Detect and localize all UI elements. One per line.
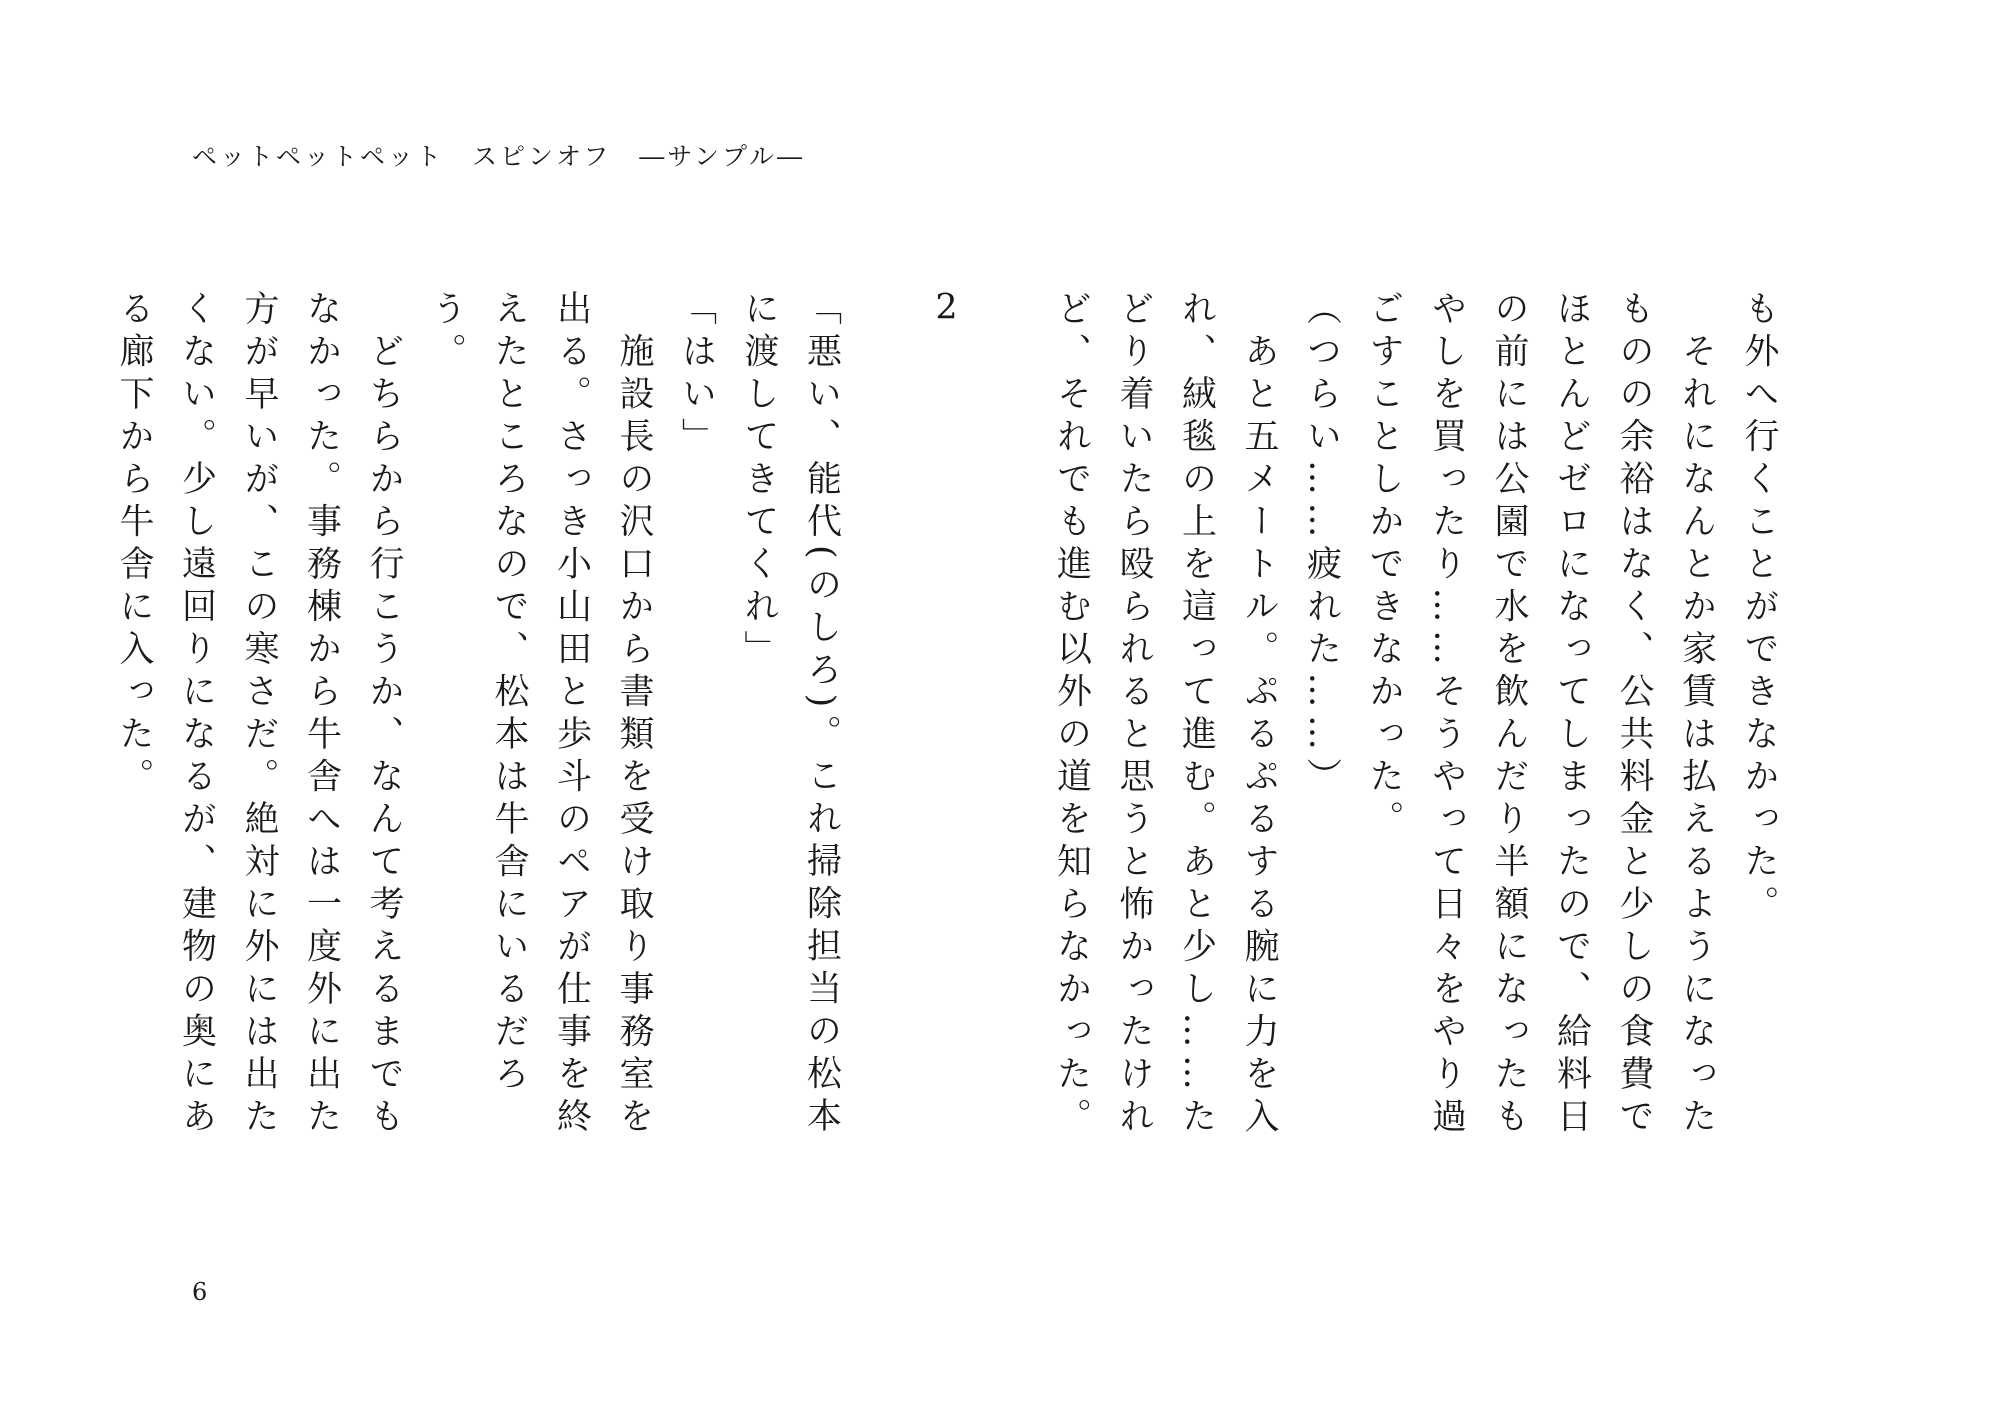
paragraph: も外へ行くことができなかった。 [1739, 290, 1779, 928]
page-number: 6 [192, 1278, 208, 1306]
paragraph: 「はい」 [676, 290, 717, 460]
paragraph: 施設長の沢口から書類を受け取り事務室を出る。さっき小山田と歩斗のペアが仕事を終えたところなので、松本は牛舎にいるだろう。 [426, 290, 654, 1140]
blank-line [853, 290, 916, 291]
section-number: 2 [935, 290, 958, 325]
paragraph: どちらから行こうか、なんて考えるまでもなかった。事務棟から牛舎へは一度外に出た方が早いが、この寒さだ。絶対に外には出たくない。少し遠回りになるが、建物の奥にある廊下から牛舎に入った。 [114, 290, 404, 1140]
body-text [114, 290, 1790, 1170]
paragraph: 「悪い、能代(のしろ)。これ掃除担当の松本に渡してきてくれ」 [739, 290, 842, 1140]
paragraph: あと五メートル。ぷるぷるする腕に力を入れ、絨毯の上を這って進む。あと少し……たどり着いたら殴られると思うと怖かったけれど、それでも進む以外の道を知らなかった。 [1051, 290, 1279, 1140]
running-header: ペットペットペット スピンオフ ―サンプル― [192, 142, 806, 171]
paragraph: それになんとか家賃は払えるようになったものの余裕はなく、公共料金と少しの食費でほとんどゼロになってしまったので、給料日の前には公園で水を飲んだり半額になったもやしを買ったり……そうやって日々をやり過ごすことしかできなかった。 [1364, 290, 1717, 1140]
paragraph: （つらい……疲れた……） [1301, 290, 1342, 800]
blank-line [978, 290, 1041, 291]
